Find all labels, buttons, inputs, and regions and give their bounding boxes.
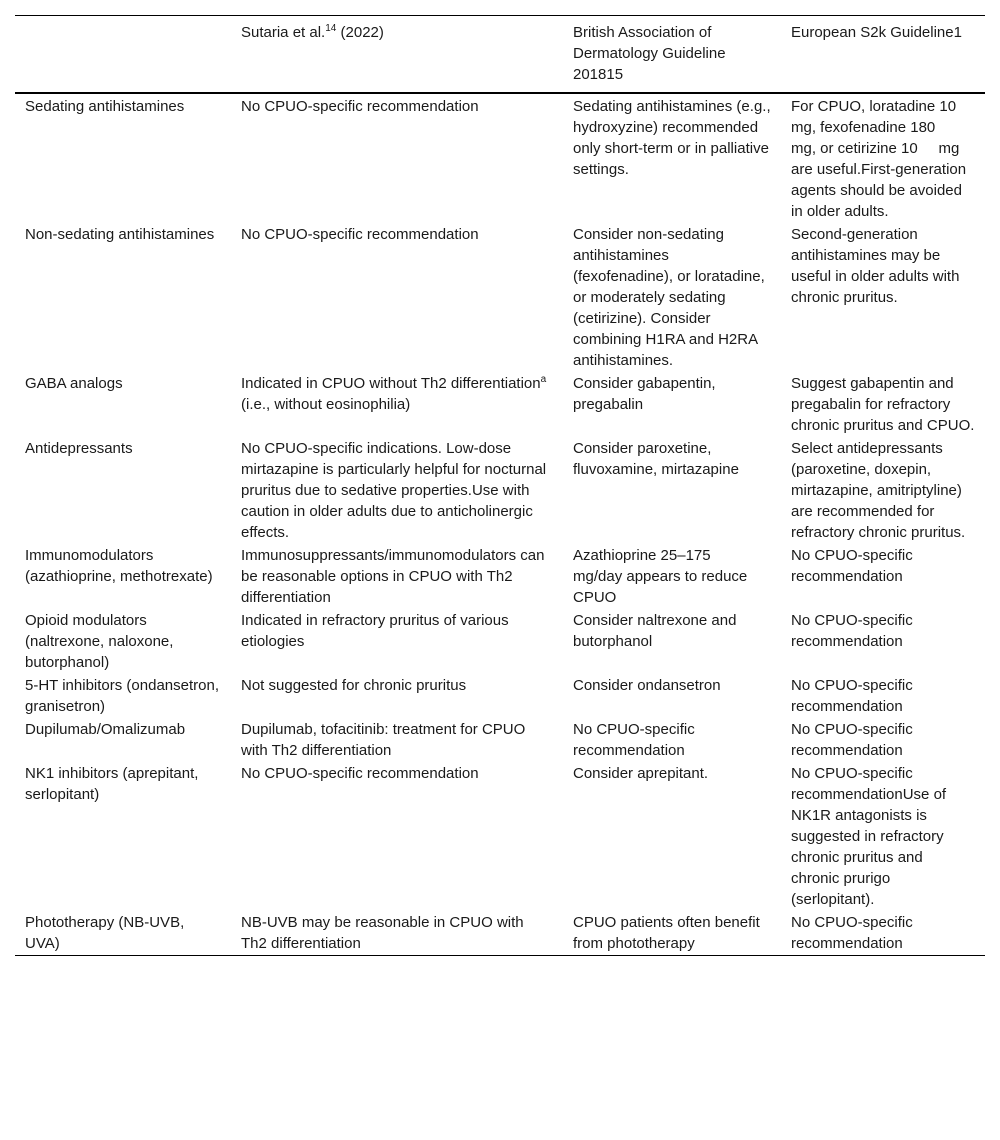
table-row bbox=[15, 609, 985, 674]
table-row bbox=[15, 437, 985, 544]
cell-sutaria-text-cont: (i.e., without eosinophilia) bbox=[241, 396, 411, 413]
cell-drug: NK1 inhibitors (aprepitant, serlopitant) bbox=[25, 765, 199, 803]
header-sutaria-name: Sutaria et al. bbox=[241, 24, 326, 41]
cell-sutaria: NB-UVB may be reasonable in CPUO with Th2 differentiation bbox=[231, 911, 563, 956]
table-row bbox=[15, 762, 985, 911]
header-sutaria bbox=[231, 16, 563, 94]
header-european-guideline: European S2k Guideline1 bbox=[781, 16, 985, 94]
cell-bad: Consider naltrexone and butorphanol bbox=[573, 612, 737, 650]
cell-bad: Consider ondansetron bbox=[573, 677, 721, 694]
cell-drug: Phototherapy (NB-UVB, UVA) bbox=[15, 911, 231, 956]
cell-euro: Second-generation antihistamines may be useful in older adults with chronic pruritus. bbox=[791, 226, 960, 306]
cell-euro: No CPUO-specific recommendation bbox=[791, 612, 913, 650]
header-bad-guideline: British Association of Dermatology Guideline 201815 bbox=[563, 16, 781, 94]
cell-euro: No CPUO-specific recommendationUse of NK1R antagonists is suggested in refractory chronic pruritus and chronic prurigo (serlopitant). bbox=[791, 765, 947, 908]
guideline-comparison-table bbox=[15, 15, 985, 956]
cell-drug: GABA analogs bbox=[25, 375, 123, 392]
cell-sutaria: No CPUO-specific indications. Low-dose mirtazapine is particularly helpful for nocturnal pruritus due to sedative properties.Use with caution in older adults due to anticholinergic effects. bbox=[241, 440, 547, 541]
cell-sutaria: No CPUO-specific recommendation bbox=[241, 98, 479, 115]
cell-sutaria: Dupilumab, tofacitinib: treatment for CPUO with Th2 differentiation bbox=[241, 721, 526, 759]
cell-bad: CPUO patients often benefit from phototherapy bbox=[563, 911, 781, 956]
cell-euro: Select antidepressants (paroxetine, doxepin, mirtazapine, amitriptyline) are recommended for refractory chronic pruritus. bbox=[791, 440, 966, 541]
cell-sutaria bbox=[231, 372, 563, 437]
table-row bbox=[15, 718, 985, 762]
header-sutaria-ref: 14 bbox=[325, 23, 337, 34]
cell-bad: Consider paroxetine, fluvoxamine, mirtazapine bbox=[573, 440, 739, 478]
cell-bad: Consider non-sedating antihistamines (fexofenadine), or loratadine, or moderately sedating (cetirizine). Consider combining H1RA and H2RA antihistamines. bbox=[573, 226, 765, 369]
cell-bad: Azathioprine 25–175 mg/day appears to reduce CPUO bbox=[573, 547, 752, 606]
cell-drug: Antidepressants bbox=[25, 440, 133, 457]
cell-bad: Sedating antihistamines (e.g., hydroxyzine) recommended only short-term or in palliative settings. bbox=[573, 98, 771, 178]
cell-euro: Suggest gabapentin and pregabalin for refractory chronic pruritus and CPUO. bbox=[791, 375, 975, 434]
cell-sutaria: Not suggested for chronic pruritus bbox=[241, 677, 467, 694]
cell-euro: No CPUO-specific recommendation bbox=[791, 547, 913, 585]
cell-euro: For CPUO, loratadine 10 mg, fexofenadine 180 mg, or cetirizine 10 mg are useful.First-generation agents should be avoided in older adults. bbox=[791, 98, 977, 220]
cell-drug: Non-sedating antihistamines bbox=[25, 226, 215, 243]
cell-drug: Immunomodulators (azathioprine, methotrexate) bbox=[25, 547, 213, 585]
cell-sutaria-text: Indicated in CPUO without Th2 differentiation bbox=[241, 375, 541, 392]
table-row bbox=[15, 544, 985, 609]
header-sutaria-year: (2022) bbox=[336, 24, 384, 41]
table-row bbox=[15, 93, 985, 223]
cell-sutaria: No CPUO-specific recommendation bbox=[241, 226, 479, 243]
cell-drug: Sedating antihistamines bbox=[25, 98, 185, 115]
cell-euro: No CPUO-specific recommendation bbox=[781, 911, 985, 956]
table-row bbox=[15, 372, 985, 437]
table-row bbox=[15, 223, 985, 372]
cell-euro: No CPUO-specific recommendation bbox=[791, 677, 913, 715]
cell-sutaria: Immunosuppressants/immunomodulators can be reasonable options in CPUO with Th2 differentiation bbox=[241, 547, 545, 606]
cell-sutaria: Indicated in refractory pruritus of various etiologies bbox=[241, 612, 509, 650]
cell-drug: Dupilumab/Omalizumab bbox=[25, 721, 186, 738]
cell-bad: No CPUO-specific recommendation bbox=[573, 721, 695, 759]
table-row bbox=[15, 911, 985, 956]
cell-bad: Consider gabapentin, pregabalin bbox=[573, 375, 716, 413]
cell-drug: 5-HT inhibitors (ondansetron, granisetron) bbox=[25, 677, 219, 715]
header-drug-class bbox=[15, 16, 231, 94]
cell-euro: No CPUO-specific recommendation bbox=[791, 721, 913, 759]
table-header-row bbox=[15, 16, 985, 94]
cell-bad: Consider aprepitant. bbox=[573, 765, 709, 782]
table-row bbox=[15, 674, 985, 718]
footnote-marker: a bbox=[540, 374, 547, 385]
cell-drug: Opioid modulators (naltrexone, naloxone, butorphanol) bbox=[25, 612, 174, 671]
cell-sutaria: No CPUO-specific recommendation bbox=[241, 765, 479, 782]
